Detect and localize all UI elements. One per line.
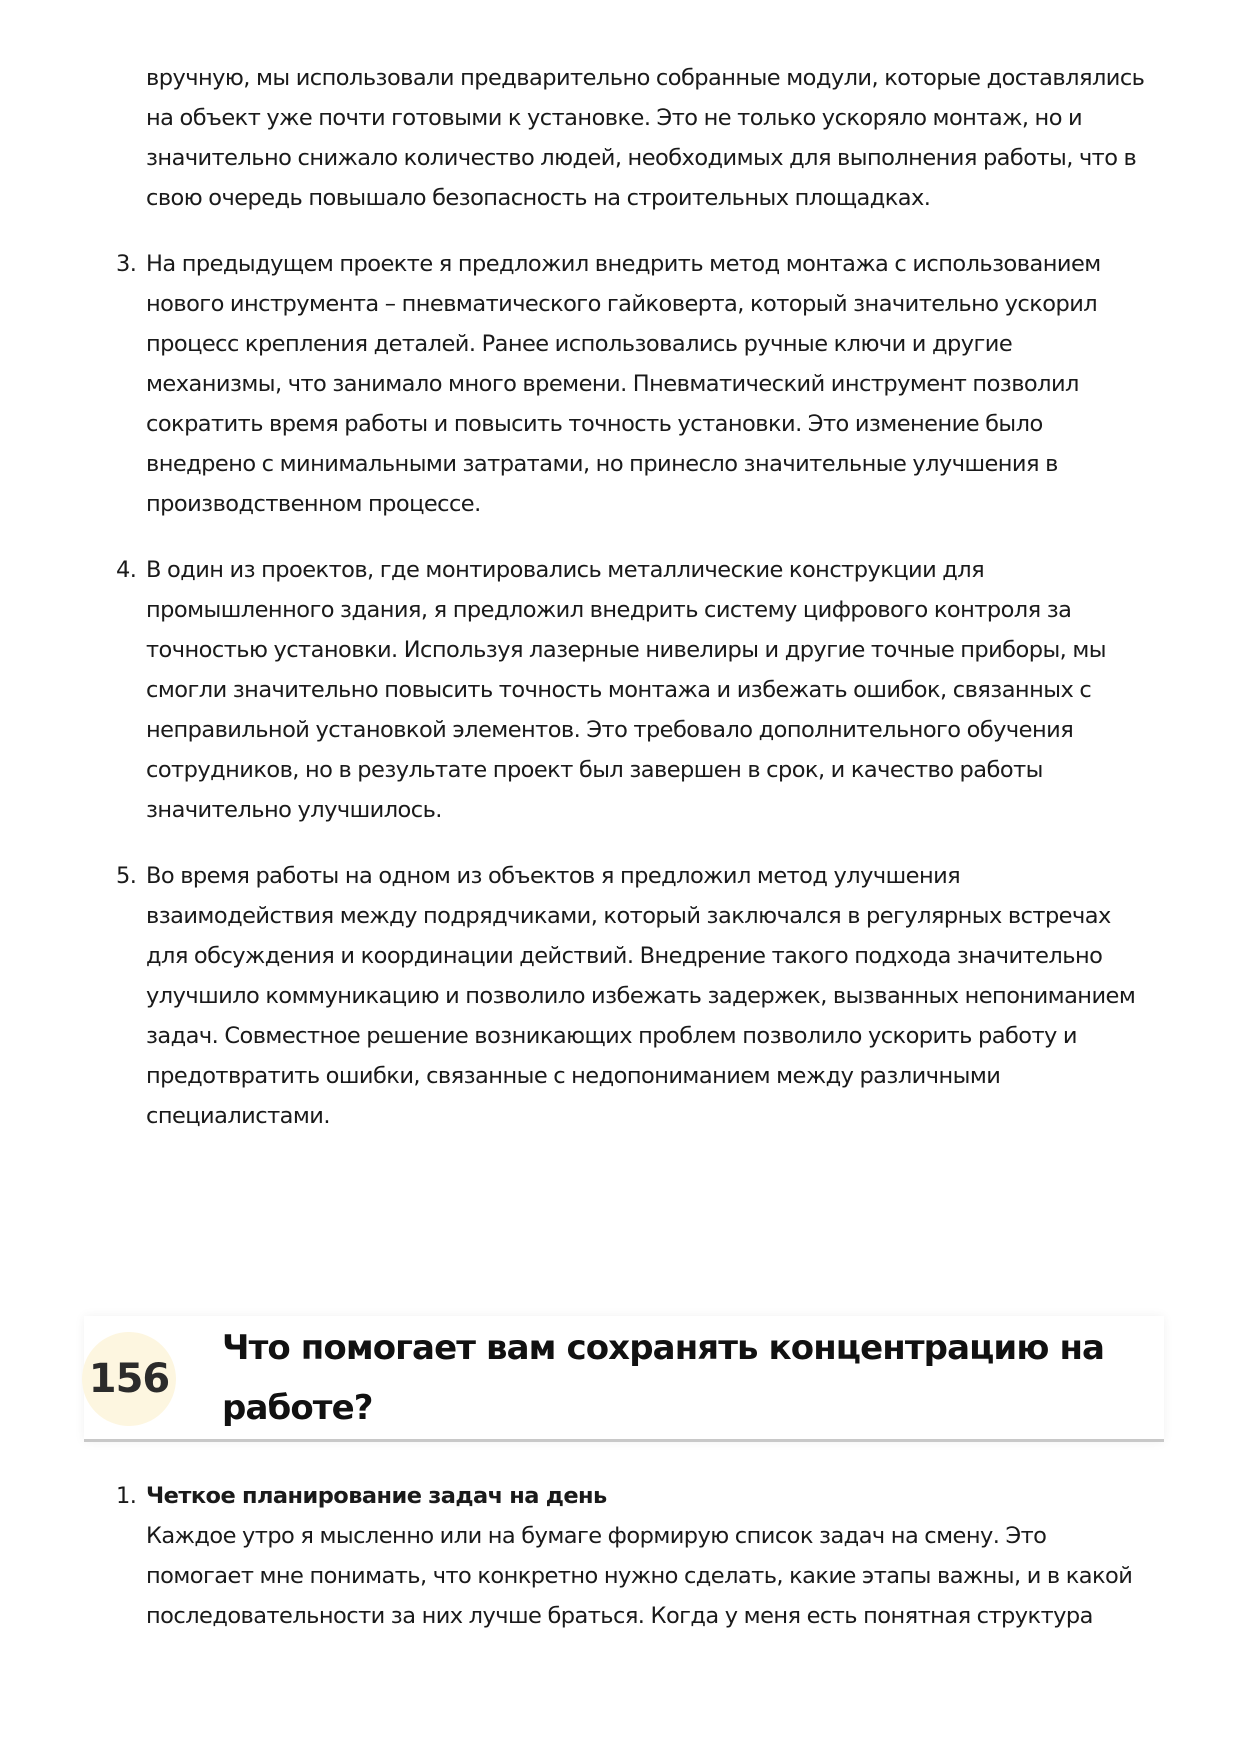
answer-item-line: Каждое утро я мысленно или на бумаге формирую список задач на смену. Это [146, 1523, 1047, 1549]
answer-item-1 [116, 1476, 1166, 1636]
list-item-line: улучшило коммуникацию и позволило избежать задержек, вызванных непониманием [146, 983, 1136, 1009]
answer-item-line: последовательности за них лучше браться. Когда у меня есть понятная структура [146, 1603, 1093, 1629]
list-item-line: специалистами. [146, 1103, 330, 1129]
list-item-line: сотрудников, но в результате проект был завершен в срок, и качество работы [146, 757, 1043, 783]
list-number: 1. [116, 1483, 137, 1509]
list-item-line: внедрено с минимальными затратами, но принесло значительные улучшения в [146, 451, 1058, 477]
list-item-4 [116, 550, 1166, 830]
paragraph-line: свою очередь повышало безопасность на строительных площадках. [146, 185, 931, 211]
list-number: 5. [116, 863, 137, 889]
list-number: 3. [116, 251, 137, 277]
list-item-line: В один из проектов, где монтировались металлические конструкции для [146, 557, 985, 583]
answer-item-line: помогает мне понимать, что конкретно нужно сделать, какие этапы важны, и в какой [146, 1563, 1133, 1589]
question-number-badge: 156 [82, 1332, 176, 1426]
list-item-line: задач. Совместное решение возникающих проблем позволило ускорить работу и [146, 1023, 1077, 1049]
list-item-line: предотвратить ошибки, связанные с недопониманием между различными [146, 1063, 1001, 1089]
list-item-5 [116, 856, 1166, 1136]
paragraph-line: вручную, мы использовали предварительно собранные модули, которые доставлялись [146, 65, 1145, 91]
answer-item-heading: Четкое планирование задач на день [146, 1483, 607, 1509]
question-title-line: работе? [222, 1388, 373, 1428]
question-divider [84, 1439, 1164, 1442]
list-number: 4. [116, 557, 137, 583]
paragraph-line: значительно снижало количество людей, необходимых для выполнения работы, что в [146, 145, 1137, 171]
list-item-line: процесс крепления деталей. Ранее использовались ручные ключи и другие [146, 331, 1013, 357]
question-title [222, 1318, 1152, 1438]
list-item-line: механизмы, что занимало много времени. Пневматический инструмент позволил [146, 371, 1079, 397]
list-item-line: взаимодействия между подрядчиками, который заключался в регулярных встречах [146, 903, 1111, 929]
list-item-line: значительно улучшилось. [146, 797, 442, 823]
list-item-3 [116, 244, 1166, 524]
list-item-line: смогли значительно повысить точность монтажа и избежать ошибок, связанных с [146, 677, 1092, 703]
question-title-line: Что помогает вам сохранять концентрацию на [222, 1328, 1105, 1368]
list-item-line: На предыдущем проекте я предложил внедрить метод монтажа с использованием [146, 251, 1101, 277]
list-item-line: точностью установки. Используя лазерные нивелиры и другие точные приборы, мы [146, 637, 1107, 663]
list-item-line: Во время работы на одном из объектов я предложил метод улучшения [146, 863, 961, 889]
list-item-line: для обсуждения и координации действий. Внедрение такого подхода значительно [146, 943, 1103, 969]
list-item-line: промышленного здания, я предложил внедрить систему цифрового контроля за [146, 597, 1072, 623]
list-item-line: нового инструмента – пневматического гайковерта, который значительно ускорил [146, 291, 1098, 317]
list-item-line: неправильной установкой элементов. Это требовало дополнительного обучения [146, 717, 1074, 743]
continued-paragraph [146, 58, 1166, 218]
list-item-line: производственном процессе. [146, 491, 481, 517]
list-item-line: сократить время работы и повысить точность установки. Это изменение было [146, 411, 1043, 437]
paragraph-line: на объект уже почти готовыми к установке. Это не только ускоряло монтаж, но и [146, 105, 1083, 131]
